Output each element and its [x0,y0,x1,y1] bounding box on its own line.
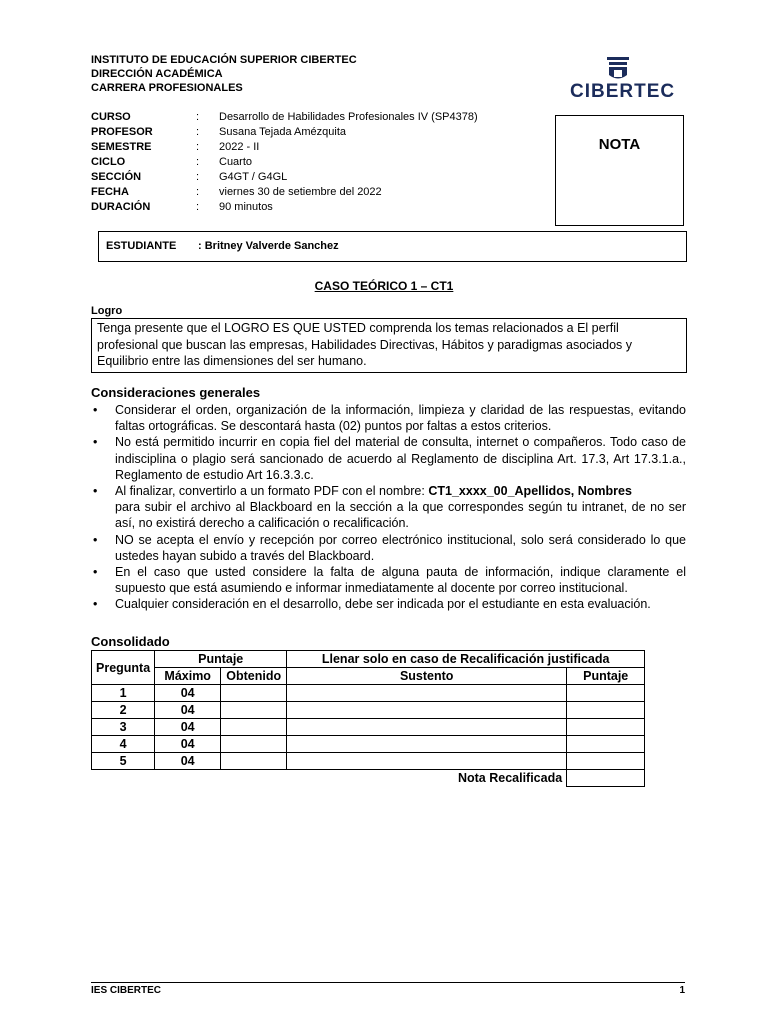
info-value: Desarrollo de Habilidades Profesionales IV (SP4378) [219,111,478,123]
footer-divider [91,982,685,983]
info-colon: : [196,156,200,168]
cell-maximo: 04 [155,702,221,719]
bullet-icon: • [93,565,98,580]
info-colon: : [196,201,200,213]
student-label: ESTUDIANTE [106,240,177,252]
info-value: 90 minutos [219,201,273,213]
col-header-puntaje-recal: Puntaje [567,668,645,685]
list-item [91,402,686,434]
info-colon: : [196,126,200,138]
cell-maximo: 04 [155,685,221,702]
page-number: 1 [679,985,685,996]
cell-maximo: 04 [155,736,221,753]
info-value: 2022 - II [219,141,260,153]
cell-maximo: 04 [155,719,221,736]
list-item [91,483,686,532]
logo-text: CIBERTEC [570,81,676,102]
nota-recalificada-cell [567,770,645,787]
grade-box [555,115,684,226]
info-value: G4GT / G4GL [219,171,288,183]
consolidado-title: Consolidado [91,634,170,649]
list-item-text: para subir el archivo al Blackboard en la sección a la que correspondes según tu intranet, de no ser así, no existirá derecho a calificación o recalificación. [115,500,686,531]
cibertec-logo [565,55,675,105]
cell-puntaje [567,736,645,753]
cell-obtenido [221,685,287,702]
info-colon: : [196,186,200,198]
cell-obtenido [221,753,287,770]
logro-box: Tenga presente que el LOGRO ES QUE USTED comprenda los temas relacionados a El perfil profesional que buscan las empresas, Habilidades Directivas, Hábitos y paradigmas asociados y Equilibrio entre las dimensiones del ser humano. [91,318,687,373]
nota-recalificada-label: Nota Recalificada [457,771,563,786]
castle-icon [603,55,633,83]
cell-obtenido [221,736,287,753]
careers-line: CARRERA PROFESIONALES [91,82,243,94]
academic-direction: DIRECCIÓN ACADÉMICA [91,68,223,80]
table-row [92,736,645,753]
list-item-text: Cualquier consideración en el desarrollo, debe ser indicada por el estudiante en esta evaluación. [115,597,651,612]
cell-obtenido [221,702,287,719]
list-item-text: Considerar el orden, organización de la información, limpieza y claridad de las respuestas, evitando faltas ortográficas. Se descontará hasta (02) puntos por faltas a estos criterios. [115,403,686,434]
table-row [92,753,645,770]
cell-pregunta: 2 [92,702,155,719]
table-row [92,702,645,719]
cell-pregunta: 1 [92,685,155,702]
table-row [92,685,645,702]
list-item [91,532,686,564]
cell-empty [155,770,221,787]
cell-pregunta: 5 [92,753,155,770]
footer-institution: IES CIBERTEC [91,985,162,996]
info-label: DURACIÓN [91,201,151,213]
bullet-icon: • [93,597,98,612]
cell-pregunta: 4 [92,736,155,753]
list-item-text: No está permitido incurrir en copia fiel del material de consulta, internet o compañeros. Todo caso de indisciplina o plagio será sancionado de acuerdo al Reglamento de disciplina Art. 17.3, Art 17.3.1.a., Reglamento de estudio Art 16.3.3.c. [115,435,686,482]
consolidado-table [91,650,645,787]
bullet-icon: • [93,403,98,417]
info-value: Susana Tejada Amézquita [219,126,346,138]
cell-puntaje [567,685,645,702]
list-item [91,596,686,612]
info-colon: : [196,141,200,153]
bullet-icon: • [93,532,98,547]
document-title: CASO TEÓRICO 1 – CT1 [314,279,454,293]
cell-empty [92,770,155,787]
col-header-maximo: Máximo [155,668,221,685]
bullet-icon: • [93,484,98,499]
student-box [98,231,687,262]
col-header-pregunta: Pregunta [92,651,155,685]
list-item-text: NO se acepta el envío y recepción por correo electrónico institucional, solo será considerado lo que ustedes hayan subido a través del Blackboard. [115,532,686,563]
cell-sustento [287,753,567,770]
student-name: : Britney Valverde Sanchez [198,240,339,252]
cell-puntaje [567,719,645,736]
info-label: SEMESTRE [91,141,152,153]
considerations-list [91,402,686,613]
cell-obtenido [221,719,287,736]
list-item [91,434,686,483]
cell-empty [221,770,287,787]
info-label: SECCIÓN [91,171,142,183]
table-row [92,719,645,736]
logro-label: Logro [91,305,123,317]
info-label: PROFESOR [91,126,153,138]
col-header-obtenido: Obtenido [221,668,287,685]
col-header-puntaje: Puntaje [155,651,287,668]
cell-sustento [287,719,567,736]
info-value: Cuarto [219,156,253,168]
info-colon: : [196,171,200,183]
info-label: FECHA [91,186,129,198]
table-row-nota-recalificada [92,770,645,787]
filename-format: CT1_xxxx_00_Apellidos, Nombres [428,484,632,499]
list-item [91,564,686,596]
cell-pregunta: 3 [92,719,155,736]
info-colon: : [196,111,200,123]
info-label: CURSO [91,111,131,123]
cell-sustento [287,702,567,719]
institution-name: INSTITUTO DE EDUCACIÓN SUPERIOR CIBERTEC [91,54,357,66]
bullet-icon: • [93,435,98,450]
cell-sustento [287,736,567,753]
cell-puntaje [567,702,645,719]
list-item-text: Al finalizar, convertirlo a un formato PDF con el nombre: [115,484,425,499]
col-header-sustento: Sustento [287,668,567,685]
grade-label: NOTA [598,136,641,153]
considerations-title: Consideraciones generales [91,385,261,400]
info-value: viernes 30 de setiembre del 2022 [219,186,382,198]
cell-maximo: 04 [155,753,221,770]
cell-puntaje [567,753,645,770]
list-item-text: En el caso que usted considere la falta de alguna pauta de información, indique claramente el supuesto que está asumiendo e informar inmediatamente al docente por correo institucional. [115,565,686,596]
col-header-recalificacion: Llenar solo en caso de Recalificación justificada [287,651,645,668]
info-label: CICLO [91,156,126,168]
cell-sustento [287,685,567,702]
